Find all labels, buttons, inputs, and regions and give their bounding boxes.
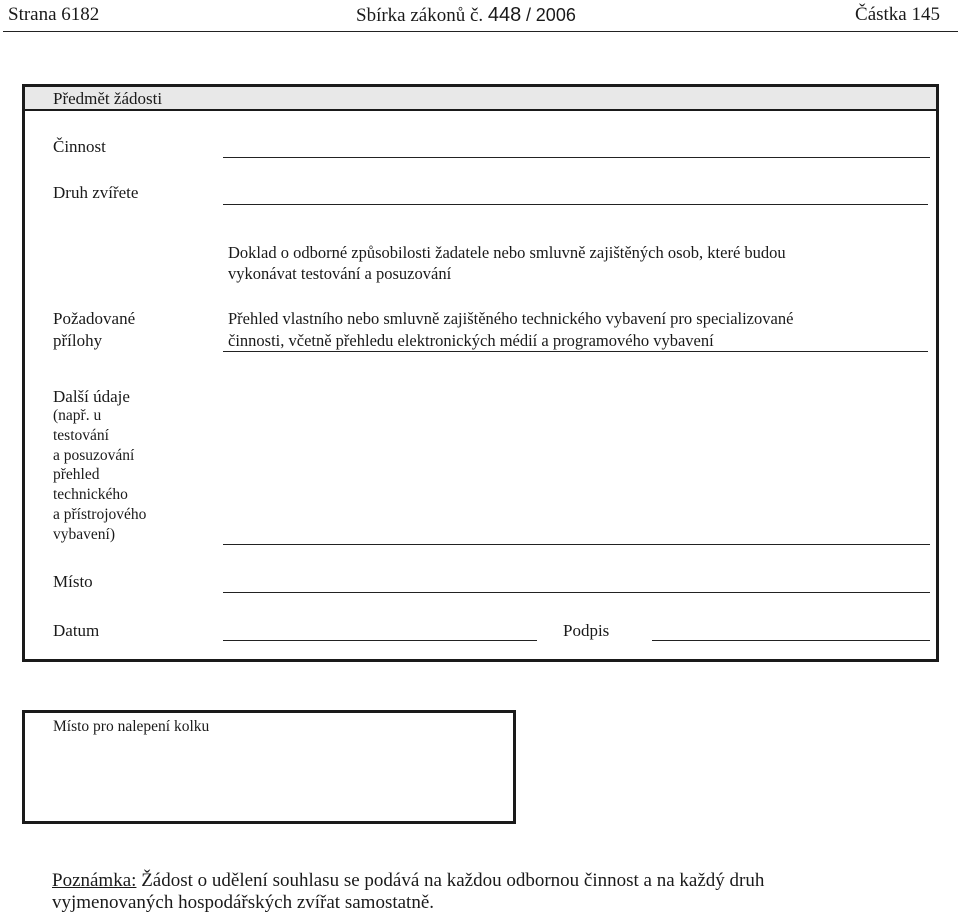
law-slash: / xyxy=(526,5,532,25)
other-info-line: a posuzování xyxy=(53,447,135,464)
form-title: Předmět žádosti xyxy=(53,89,163,108)
other-info-line: a přístrojového xyxy=(53,506,147,523)
page-number: Strana 6182 xyxy=(8,4,100,25)
form-header xyxy=(25,87,936,111)
activity-field[interactable] xyxy=(223,157,930,158)
other-info-line: (např. u xyxy=(53,407,102,424)
note xyxy=(52,870,872,914)
collection-prefix: Sbírka zákonů č. xyxy=(356,5,484,26)
attachment-2-line-2: činnosti, včetně přehledu elektronických médií a programového vybavení xyxy=(228,331,714,350)
stamp-area xyxy=(22,710,516,824)
stamp-label: Místo pro nalepení kolku xyxy=(53,718,210,735)
header-rule xyxy=(3,31,958,32)
issue-number: Částka 145 xyxy=(855,4,940,25)
other-info-line: vybavení) xyxy=(53,526,115,543)
date-label: Datum xyxy=(53,621,100,640)
law-year: 2006 xyxy=(535,5,576,25)
other-info-line: přehled xyxy=(53,466,100,483)
application-form xyxy=(22,84,939,662)
date-field[interactable] xyxy=(223,640,537,641)
attachment-1-line-2: vykonávat testování a posuzování xyxy=(228,264,452,283)
animal-type-label: Druh zvířete xyxy=(53,183,139,202)
place-field[interactable] xyxy=(223,592,930,593)
activity-label: Činnost xyxy=(53,137,106,156)
attachment-2-line-1: Přehled vlastního nebo smluvně zajištěného technického vybavení pro specializované xyxy=(228,309,794,328)
collection-reference xyxy=(356,4,576,27)
other-info-line: technického xyxy=(53,486,128,503)
law-number: 448 xyxy=(487,4,522,26)
attachments-label-line-1: Požadované xyxy=(53,309,136,328)
note-text: Žádost o udělení souhlasu se podává na každou odbornou činnost a na každý druh vyjmenovaných hospodářských zvířat samostatně. xyxy=(52,870,765,913)
other-info-field[interactable] xyxy=(223,544,930,545)
attachments-underline xyxy=(223,351,928,352)
note-label: Poznámka: xyxy=(52,870,137,891)
place-label: Místo xyxy=(53,572,93,591)
other-info-line: testování xyxy=(53,427,109,444)
attachment-1-line-1: Doklad o odborné způsobilosti žadatele nebo smluvně zajištěných osob, které budou xyxy=(228,243,786,262)
other-info-label: Další údaje xyxy=(53,387,130,406)
signature-field[interactable] xyxy=(652,640,930,641)
animal-type-field[interactable] xyxy=(223,204,928,205)
signature-label: Podpis xyxy=(563,621,610,640)
attachments-label-line-2: přílohy xyxy=(53,331,103,350)
